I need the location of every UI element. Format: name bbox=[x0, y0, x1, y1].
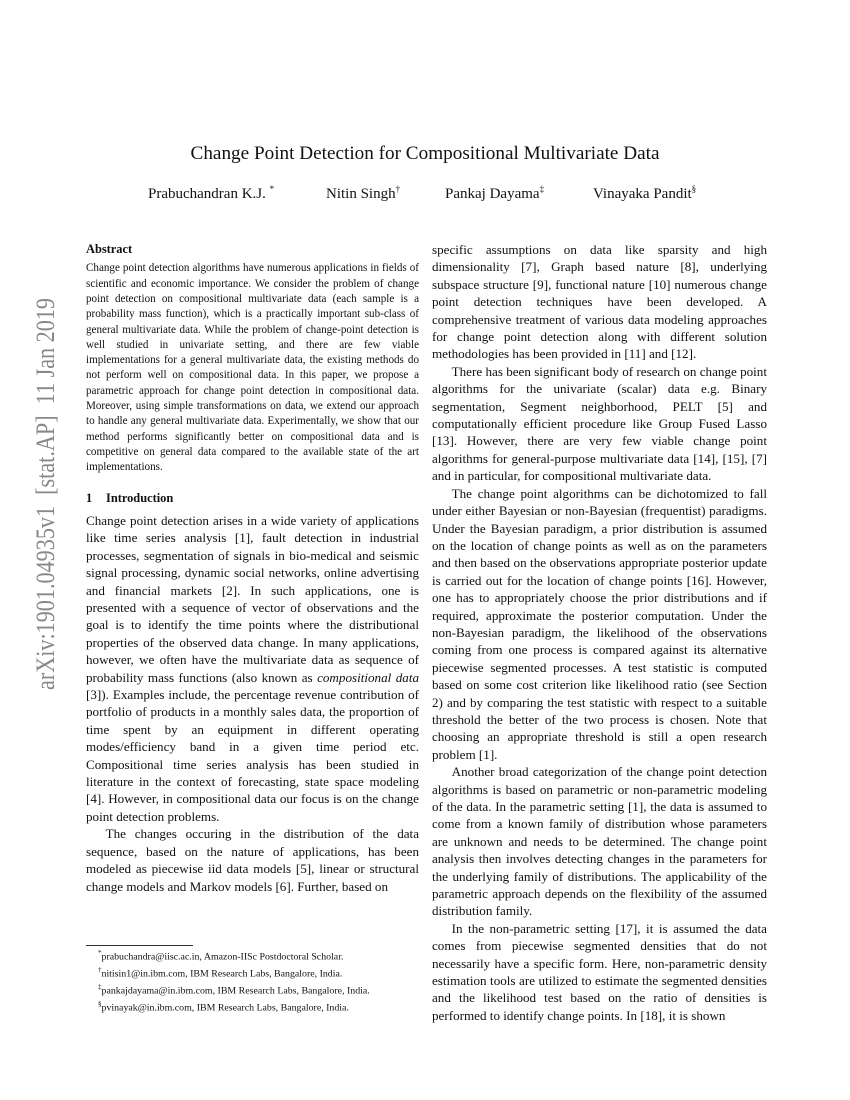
footnote-rule bbox=[86, 945, 193, 946]
footnote-text: pvinayak@in.ibm.com, IBM Research Labs, Bangalore, India. bbox=[101, 1001, 349, 1013]
right-column bbox=[432, 241, 767, 1024]
right-paragraph-0: specific assumptions on data like sparsity and high dimensionality [7], Graph based nature [8], underlying subspace structure [9], functional nature [10] numerous change point detection techniques have been developed. A comprehensive treatment of various data modeling approaches for change point detection along with different solution methodologies has been provided in [11] and [12]. bbox=[432, 242, 767, 362]
footnote-text: pankajdayama@in.ibm.com, IBM Research Labs, Bangalore, India. bbox=[101, 985, 370, 997]
author-3 bbox=[445, 184, 544, 203]
author-name: Nitin Singh bbox=[326, 186, 396, 202]
intro-paragraph-2: The changes occuring in the distribution of the data sequence, based on the nature of applications, has been modeled as piecewise iid data models [5], linear or structural change models and Markov models [6]. Further, based on bbox=[86, 826, 419, 894]
footnote bbox=[86, 964, 426, 981]
intro-paragraph-1 bbox=[86, 512, 419, 825]
footnote-mark: ‡ bbox=[98, 982, 102, 991]
right-paragraph-1: There has been significant body of research on change point algorithms for the univariate (scalar) data e.g. Binary segmentation, Segment neighborhood, PELT [5] and computationally efficient procedure like Group Fused Lasso [13]. However, there are very few viable change point algorithms for general-purpose multivariate data [14], [15], [7] and in particular, for compositional multivariate data. bbox=[432, 363, 767, 484]
footnote-mark: † bbox=[98, 965, 102, 974]
author-2 bbox=[326, 184, 400, 203]
abstract-text: Change point detection algorithms have numerous applications in fields of scientific and economic importance. We consider the problem of change point detection on compositional multivariate data (each sample is a probability mass function), which is a practically important sub-class of general multivariate data. While the problem of change-point detection is well studied in univariate setting, and there are few viable implementations for a general multivariate data, the existing methods do not perform well on compositional data. In this paper, we propose a parametric approach for change point detection in compositional data. Moreover, using simple transformations on data, we extend our approach to handle any general multivariate data. Experimentally, we show that our method performs significantly better on compositional data and is competitive on general data compared to the available state of the art implementations. bbox=[86, 262, 419, 474]
footnote-mark: § bbox=[98, 999, 102, 1008]
intro-p1-emphasis: compositional data bbox=[317, 669, 419, 685]
left-column bbox=[86, 241, 419, 895]
footnote-text: prabuchandra@iisc.ac.in, Amazon-IISc Postdoctoral Scholar. bbox=[101, 951, 344, 963]
section-title: Introduction bbox=[106, 490, 174, 505]
footnote bbox=[86, 947, 426, 964]
right-paragraph-2: The change point algorithms can be dichotomized to fall under either Bayesian or non-Bayesian (frequentist) paradigms. Under the Bayesian paradigm, a prior distribution is assumed on the location of change points as well as on the parameters and then based on the observations appropriate posterior update is carried out for the location of change points [16]. However, one has to appropriately choose the prior distributions and if required, approximate the posterior computation. Under the non-Bayesian paradigm, the likelihood of the observations coming from one process is compared against its alternative piecewise segmented processes. A test statistic is computed based on some cost criterion like likelihood ratio (see Section 2) and by comparing the test statistic with respect to a suitable threshold the better of the two process is chosen. Note that choosing an appropriate threshold is still a open research problem [1]. bbox=[432, 485, 767, 762]
abstract-heading: Abstract bbox=[86, 242, 133, 256]
right-paragraph-4: In the non-parametric setting [17], it is assumed the data comes from piecewise segmented densities that do not necessarily have a specific form. Here, non-parametric density estimation tools are utilized to estimate the segmented densities and the likelihood test based on the ratio of densities is performed to identify change points. In [18], it is shown bbox=[432, 920, 767, 1023]
arxiv-stamp bbox=[18, 295, 68, 695]
footnote-text: nitisin1@in.ibm.com, IBM Research Labs, Bangalore, India. bbox=[101, 968, 343, 980]
footnote-mark: * bbox=[98, 949, 102, 957]
section-number: 1 bbox=[86, 490, 93, 505]
author-list bbox=[0, 184, 850, 208]
author-mark: ‡ bbox=[539, 184, 545, 194]
paper-title: Change Point Detection for Compositional Multivariate Data bbox=[190, 143, 660, 164]
author-mark: § bbox=[691, 184, 697, 194]
author-name: Prabuchandran K.J. bbox=[148, 186, 266, 202]
footnotes bbox=[86, 947, 426, 1015]
author-name: Pankaj Dayama bbox=[445, 186, 540, 202]
author-1 bbox=[148, 184, 274, 203]
author-mark: † bbox=[395, 184, 401, 194]
footnote bbox=[86, 998, 426, 1015]
section-heading bbox=[86, 490, 419, 507]
arxiv-stamp-text: arXiv:1901.04935v1 [stat.AP] 11 Jan 2019 bbox=[30, 295, 60, 690]
intro-p1-part-a: Change point detection arises in a wide variety of applications like time series analysis [1], fault detection in industrial processes, segmentation of signals in bio-medical and seismic signal processing, dynamic social networks, online advertising and financial markets [2]. In such applications, one is presented with a sequence of vector of observations and the goal is to identify the time points where the distributional properties of the observed data change. In many applications, however, we often have the multivariate data as sequence of probability mass functions (also known as bbox=[86, 512, 419, 685]
author-mark: * bbox=[269, 184, 275, 194]
footnote bbox=[86, 981, 426, 998]
author-name: Vinayaka Pandit bbox=[593, 186, 692, 202]
right-paragraph-3: Another broad categorization of the change point detection algorithms is based on parametric or non-parametric modeling of the data. In the parametric setting [1], the data is assumed to come from a known family of distribution whose parameters are unknown and needs to be determined. The change point analysis then involves detecting changes in the parameters for the underlying family of distributions. The applicability of the parametric approach depends on the flexibility of the assumed distribution family. bbox=[432, 764, 767, 919]
intro-p1-part-b: [3]). Examples include, the percentage revenue contribution of portfolio of products in a monthly sales data, the proportion of time spent by an equipment in different operating modes/efficiency band in a given time period etc. Compositional time series analysis has been studied in literature in the context of forecasting, state space modeling [4]. However, in compositional data our focus is on the change point detection problems. bbox=[86, 687, 419, 824]
author-4 bbox=[593, 184, 696, 203]
